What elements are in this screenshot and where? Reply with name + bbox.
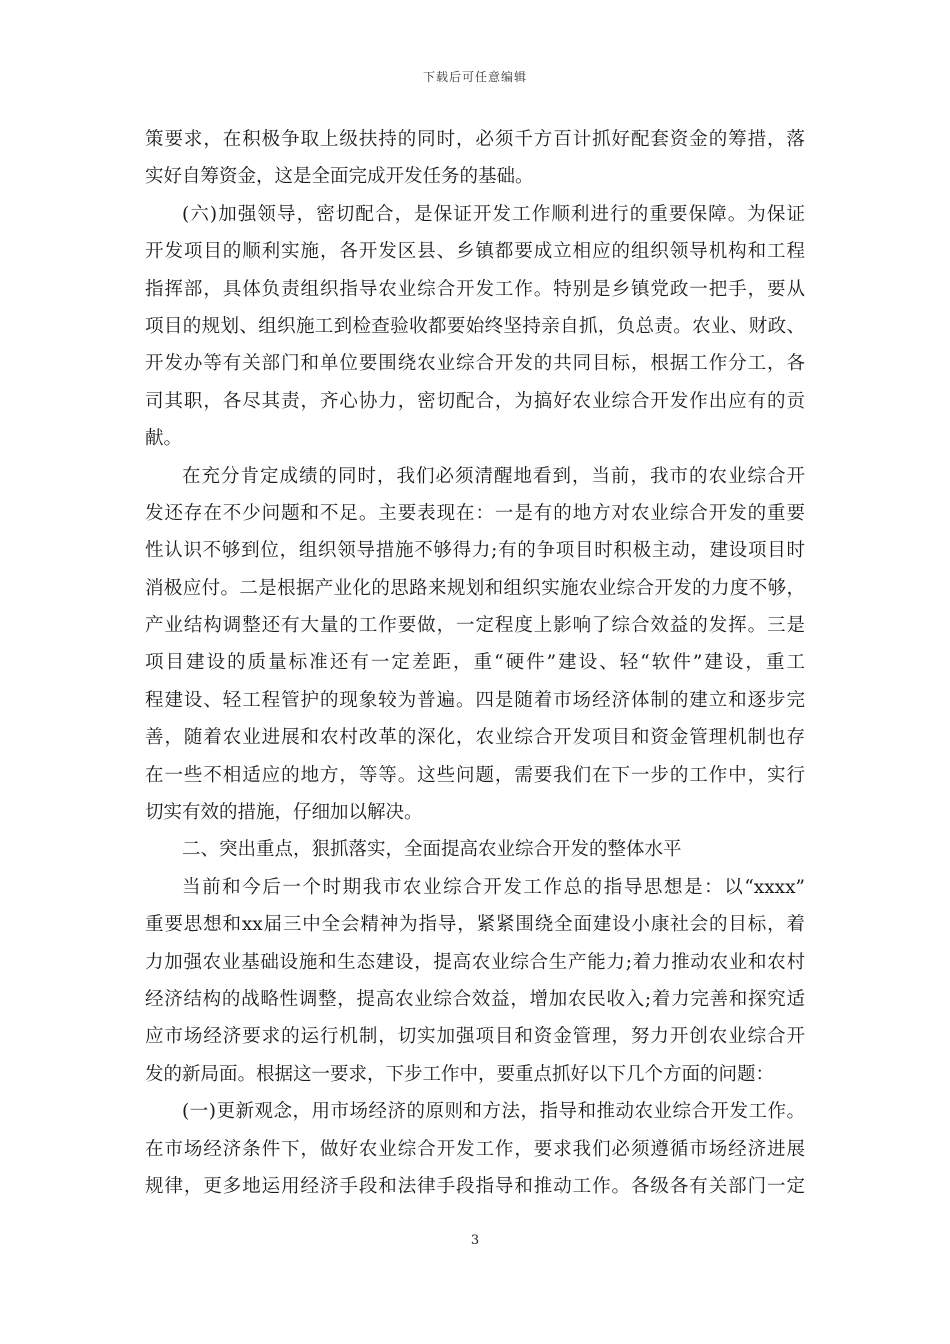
text-line: 开发办等有关部门和单位要围绕农业综合开发的共同目标，根据工作分工，各 [145,353,805,375]
text-line: 司其职，各尽其责，齐心协力，密切配合，为搞好农业综合开发作出应有的贡 [145,390,805,412]
text-line: 善，随着农业进展和农村改革的深化，农业综合开发项目和资金管理机制也存 [145,727,805,749]
text-line: 项目的规划、组织施工到检查验收都要始终坚持亲自抓，负总责。农业、财政、 [145,315,805,337]
text-line: 开发项目的顺利实施，各开发区县、乡镇都要成立相应的组织领导机构和工程 [145,241,805,263]
page-header-note: 下载后可任意编辑 [422,70,527,84]
text-line: 性认识不够到位，组织领导措施不够得力;有的争项目时积极主动，建设项目时 [145,540,805,562]
text-line: 指挥部，具体负责组织指导农业综合开发工作。特别是乡镇党政一把手，要从 [145,278,805,300]
text-line: 实好自筹资金，这是全面完成开发任务的基础。 [145,166,534,188]
text-line: 重要思想和xx届三中全会精神为指导，紧紧围绕全面建设小康社会的目标，着 [145,914,805,936]
paragraph-first-line: (六)加强领导，密切配合，是保证开发工作顺利进行的重要保障。为保证 [182,203,805,225]
text-line: 项目建设的质量标准还有一定差距，重“硬件”建设、轻“软件”建设，重工 [145,652,805,674]
text-line: 切实有效的措施，仔细加以解决。 [145,802,423,824]
text-line: 在一些不相适应的地方，等等。这些问题，需要我们在下一步的工作中，实行 [145,764,805,786]
text-line: 发的新局面。根据这一要求，下步工作中，要重点抓好以下几个方面的问题： [145,1063,775,1085]
text-line: 献。 [145,428,183,450]
paragraph-first-line: 当前和今后一个时期我市农业综合开发工作总的指导思想是：以“xxxx” [182,876,805,898]
paragraph-first-line: 在充分肯定成绩的同时，我们必须清醒地看到，当前，我市的农业综合开 [182,465,805,487]
page-number: 3 [470,1233,480,1248]
text-line: 在市场经济条件下，做好农业综合开发工作，要求我们必须遵循市场经济进展 [145,1138,805,1160]
paragraph-first-line: (一)更新观念，用市场经济的原则和方法，指导和推动农业综合开发工作。 [182,1101,805,1123]
document-body [145,121,805,1205]
text-line: 力加强农业基础设施和生态建设，提高农业综合生产能力;着力推动农业和农村 [145,951,805,973]
text-line: 消极应付。二是根据产业化的思路来规划和组织实施农业综合开发的力度不够， [145,577,805,599]
text-line: 发还存在不少问题和不足。主要表现在：一是有的地方对农业综合开发的重要 [145,502,805,524]
text-line: 应市场经济要求的运行机制，切实加强项目和资金管理，努力开创农业综合开 [145,1026,805,1048]
text-line: 经济结构的战略性调整，提高农业综合效益，增加农民收入;着力完善和探究适 [145,988,805,1010]
text-line: 规律，更多地运用经济手段和法律手段指导和推动工作。各级各有关部门一定 [145,1175,805,1197]
section-heading: 二、突出重点，狠抓落实，全面提高农业综合开发的整体水平 [182,839,682,861]
text-line: 策要求，在积极争取上级扶持的同时，必须千方百计抓好配套资金的筹措，落 [145,129,805,150]
text-line: 程建设、轻工程管护的现象较为普遍。四是随着市场经济体制的建立和逐步完 [145,689,805,711]
text-line: 产业结构调整还有大量的工作要做，一定程度上影响了综合效益的发挥。三是 [145,615,805,637]
